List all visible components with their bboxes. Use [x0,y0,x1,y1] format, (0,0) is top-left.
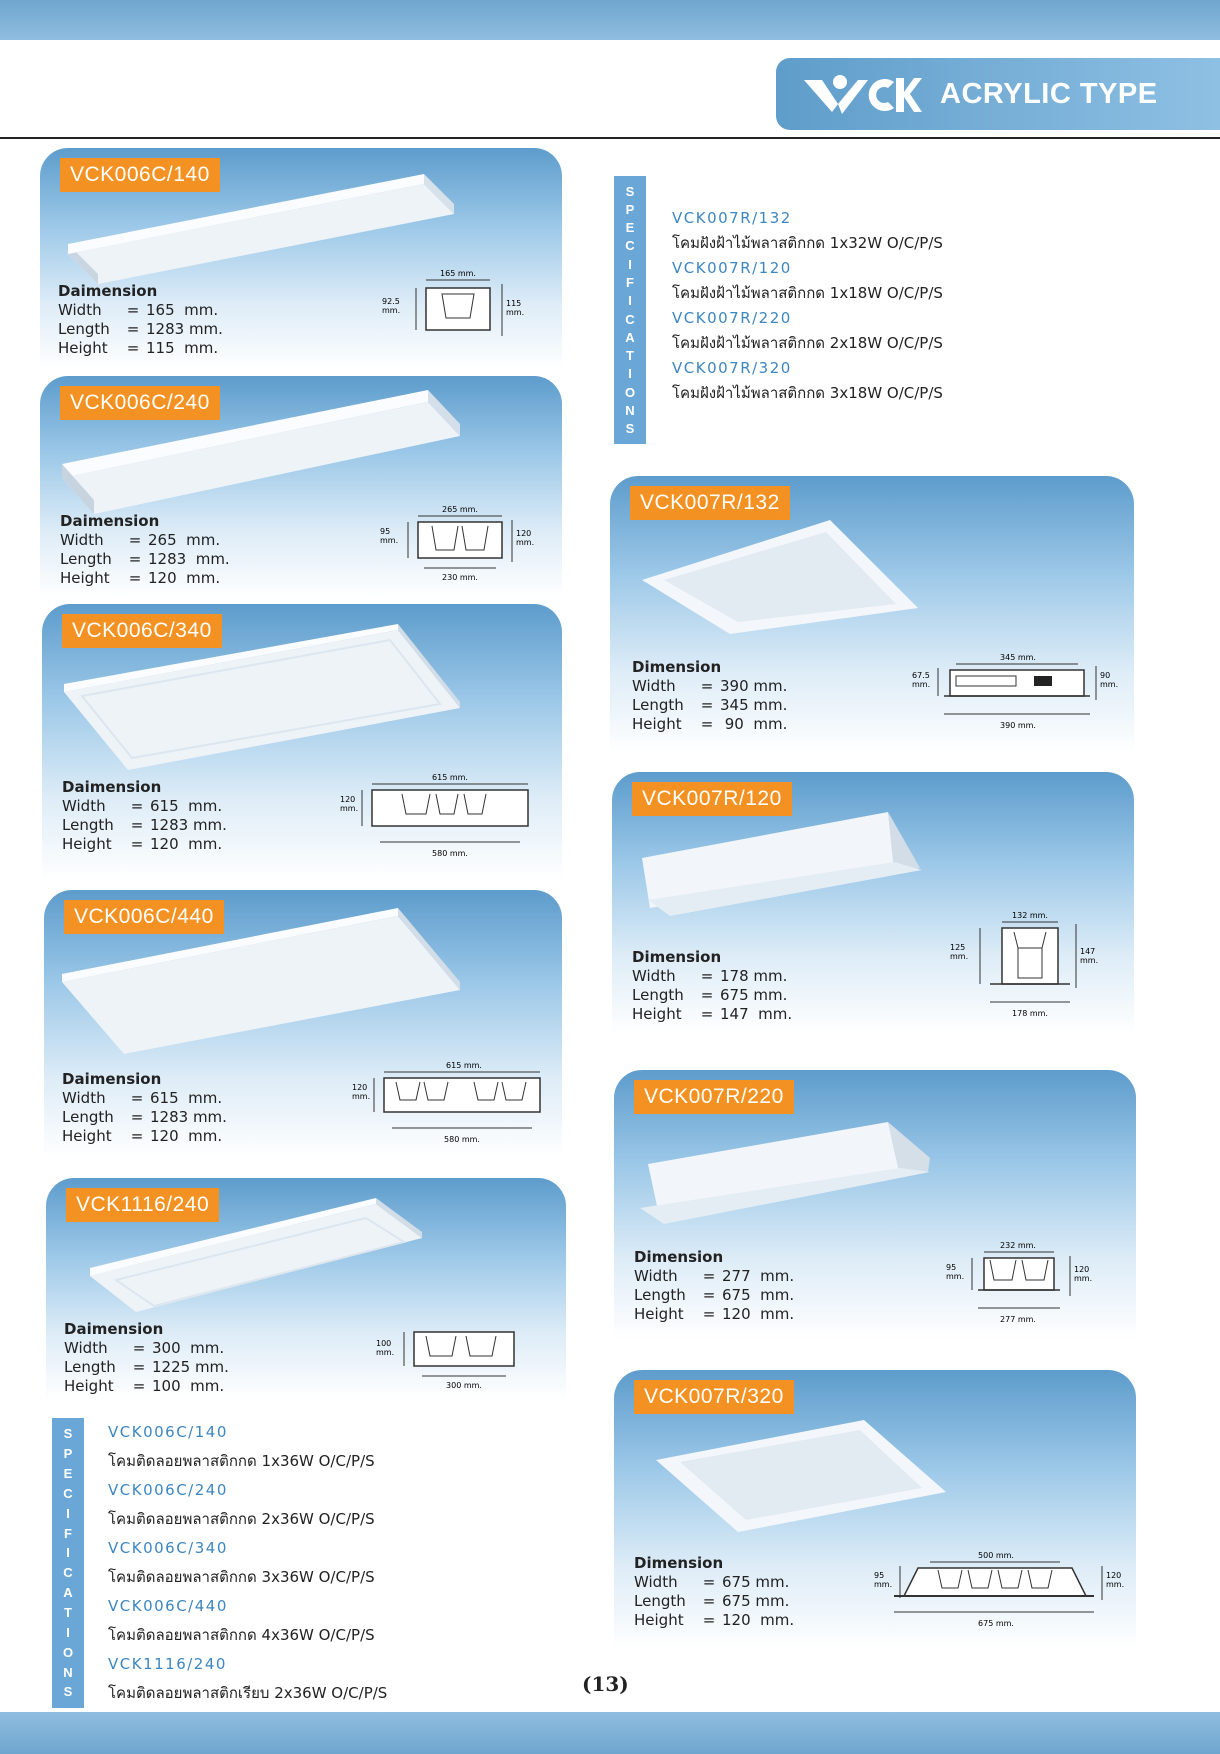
specifications-bar [52,1418,84,1708]
dim-value: 120 mm. [150,1127,223,1145]
drawing-left-label: 95 mm. [946,1263,965,1281]
dim-value: 90 mm. [720,715,788,733]
cross-section-drawing [380,266,530,356]
dim-value: 1225 mm. [152,1358,229,1376]
drawing-top-label: 165 mm. [440,269,476,278]
product-code-tag: VCK006C/340 [62,614,222,648]
product-code-tag: VCK006C/140 [60,158,220,192]
product-card-vck1116-240 [46,1178,566,1400]
cross-section-drawing [370,1326,530,1396]
drawing-top-label: 232 mm. [1000,1241,1036,1250]
dim-eq: = [130,1089,144,1107]
drawing-bottom-label: 277 mm. [1000,1315,1036,1324]
luminaire-image [654,1416,954,1536]
dim-label: Length [632,986,684,1004]
dim-eq: = [132,1358,146,1376]
dim-label: Length [62,816,114,834]
spec-description: โคมติดลอยพลาสติกกด 2x36W O/C/P/S [108,1510,375,1528]
dim-value: 1283 mm. [150,816,227,834]
dim-eq: = [126,320,140,338]
drawing-left-label: 95 mm. [380,527,399,545]
spec-code: VCK007R/220 [672,309,792,327]
dim-label: Height [62,1127,112,1145]
drawing-top-label: 265 mm. [442,505,478,514]
dim-value: 675 mm. [722,1573,790,1591]
dim-label: Width [62,1089,106,1107]
dim-label: Width [632,967,676,985]
spec-description: โคมฝังฝ้าไม้พลาสติกกด 1x32W O/C/P/S [672,234,943,252]
dimension-heading: Dimension [634,1248,724,1266]
spec-description: โคมติดลอยพลาสติกกด 1x36W O/C/P/S [108,1452,375,1470]
dimension-block [64,1320,229,1396]
dim-label: Height [60,569,110,587]
dim-eq: = [126,301,140,319]
cross-section-drawing [332,770,552,866]
drawing-right-label: 115 mm. [506,299,525,317]
drawing-bottom-label: 580 mm. [444,1135,480,1144]
top-band [0,0,1220,40]
product-code-tag: VCK007R/220 [634,1080,794,1114]
spec-letter: C [63,1565,73,1581]
product-card-vck007r-220 [614,1070,1136,1340]
dim-value: 165 mm. [146,301,219,319]
drawing-bottom-label: 178 mm. [1012,1009,1048,1018]
luminaire-image [640,812,930,922]
spec-letter: I [66,1505,70,1521]
page-number: (13) [582,1672,629,1696]
drawing-left-label: 125 mm. [950,943,969,961]
spec-description: โคมติดลอยพลาสติกเรียบ 2x36W O/C/P/S [108,1684,388,1702]
product-code-tag: VCK007R/120 [632,782,792,816]
dimension-block [62,1070,227,1146]
spec-letter: I [628,293,632,309]
spec-letter: I [628,256,632,272]
dim-eq: = [700,715,714,733]
header-rule [0,137,1220,139]
dim-value: 615 mm. [150,797,223,815]
drawing-right-label: 90 mm. [1100,671,1119,689]
dim-value: 675 mm. [722,1592,790,1610]
dim-eq: = [130,1127,144,1145]
product-card-vck007r-320 [614,1370,1136,1650]
dim-label: Height [64,1377,114,1395]
product-card-vck007r-120 [612,772,1134,1034]
dimension-heading: Dimension [632,948,722,966]
drawing-left-label: 67.5 mm. [912,671,931,689]
dimension-heading: Daimension [60,512,160,530]
drawing-right-label: 120 mm. [1074,1265,1093,1283]
drawing-bottom-label: 230 mm. [442,573,478,582]
dim-eq: = [128,569,142,587]
spec-letter: S [63,1426,73,1442]
dim-label: Width [64,1339,108,1357]
specifications-list [108,1418,387,1708]
drawing-bottom-label: 300 mm. [446,1381,482,1390]
dim-label: Width [60,531,104,549]
product-code-tag: VCK1116/240 [66,1188,219,1222]
dim-label: Length [62,1108,114,1126]
dim-eq: = [700,696,714,714]
dim-eq: = [700,967,714,985]
dim-eq: = [702,1267,716,1285]
dim-value: 120 mm. [150,835,223,853]
drawing-top-label: 132 mm. [1012,911,1048,920]
dim-label: Width [58,301,102,319]
dim-label: Width [634,1267,678,1285]
spec-letter: A [63,1585,73,1601]
spec-letter: S [625,421,635,437]
dim-value: 675 mm. [722,1286,795,1304]
drawing-top-label: 615 mm. [446,1061,482,1070]
dim-eq: = [702,1592,716,1610]
dim-eq: = [130,835,144,853]
spec-code: VCK006C/140 [108,1423,228,1441]
dim-value: 615 mm. [150,1089,223,1107]
product-code-tag: VCK006C/440 [64,900,224,934]
spec-description: โคมติดลอยพลาสติกกด 3x36W O/C/P/S [108,1568,375,1586]
dim-eq: = [132,1339,146,1357]
spec-letter: S [63,1684,73,1700]
dim-value: 120 mm. [722,1305,795,1323]
drawing-right-label: 120 mm. [516,529,535,547]
dim-eq: = [700,1005,714,1023]
dim-label: Height [58,339,108,357]
dim-label: Width [634,1573,678,1591]
dimension-block [632,948,792,1024]
cross-section-drawing [344,1058,554,1154]
spec-description: โคมฝังฝ้าไม้พลาสติกกด 1x18W O/C/P/S [672,284,943,302]
drawing-top-label: 345 mm. [1000,653,1036,662]
spec-letter: S [625,183,635,199]
cross-section-drawing [942,908,1122,1030]
dim-value: 1283 mm. [150,1108,227,1126]
spec-letter: C [625,311,635,327]
dimension-block [60,512,230,588]
spec-code: VCK007R/320 [672,359,792,377]
spec-letter: E [63,1466,73,1482]
dimension-heading: Daimension [64,1320,164,1338]
spec-letter: P [625,201,635,217]
spec-code: VCK007R/120 [672,259,792,277]
dim-value: 1283 mm. [148,550,230,568]
dim-value: 147 mm. [720,1005,793,1023]
spec-code: VCK006C/240 [108,1481,228,1499]
dim-value: 120 mm. [722,1611,795,1629]
dimension-block [634,1554,794,1630]
product-card-vck006c-340 [42,604,562,880]
dim-label: Height [632,1005,682,1023]
dim-label: Length [64,1358,116,1376]
dim-label: Length [60,550,112,568]
dim-eq: = [702,1611,716,1629]
dim-value: 300 mm. [152,1339,225,1357]
product-code-tag: VCK007R/132 [630,486,790,520]
dimension-heading: Dimension [634,1554,724,1572]
dim-label: Height [634,1611,684,1629]
dimension-block [634,1248,794,1324]
luminaire-image [60,624,490,774]
luminaire-image [58,390,488,520]
dim-value: 178 mm. [720,967,788,985]
dimension-block [58,282,223,358]
spec-letter: I [628,366,632,382]
dimension-heading: Dimension [632,658,722,676]
drawing-left-label: 92.5 mm. [382,297,401,315]
dim-value: 390 mm. [720,677,788,695]
spec-letter: P [63,1446,73,1462]
dim-eq: = [702,1286,716,1304]
dim-eq: = [702,1305,716,1323]
dimension-heading: Daimension [62,778,162,796]
spec-letter: C [625,238,635,254]
dim-eq: = [702,1573,716,1591]
dim-eq: = [128,531,142,549]
cross-section-drawing [932,1238,1122,1334]
specifications-list [672,206,943,406]
dim-value: 100 mm. [152,1377,225,1395]
luminaire-image [58,908,488,1058]
spec-code: VCK1116/240 [108,1655,227,1673]
spec-description: โคมฝังฝ้าไม้พลาสติกกด 3x18W O/C/P/S [672,384,943,402]
product-card-vck006c-140 [40,148,562,370]
dimension-heading: Daimension [58,282,158,300]
dim-label: Length [634,1592,686,1610]
luminaire-image [640,518,930,638]
dim-label: Width [632,677,676,695]
dim-eq: = [130,797,144,815]
dim-eq: = [126,339,140,357]
dim-value: 1283 mm. [146,320,223,338]
luminaire-image [86,1198,466,1318]
luminaire-image [638,1120,938,1230]
product-card-vck007r-132 [610,476,1134,754]
drawing-top-label: 615 mm. [432,773,468,782]
spec-letter: T [64,1605,72,1621]
dim-label: Height [632,715,682,733]
drawing-right-label: 147 mm. [1080,947,1099,965]
dim-eq: = [130,1108,144,1126]
drawing-bottom-label: 390 mm. [1000,721,1036,730]
vck-logo-icon [802,72,922,116]
dim-eq: = [130,816,144,834]
product-card-vck006c-240 [40,376,562,598]
dim-label: Height [62,835,112,853]
product-card-vck006c-440 [44,890,562,1158]
specifications-bar [614,176,646,444]
drawing-left-label: 120 mm. [340,795,359,813]
dimension-block [62,778,227,854]
spec-letter: C [63,1485,73,1501]
spec-letter: T [626,348,634,364]
dim-eq: = [700,677,714,695]
dim-label: Length [58,320,110,338]
dimension-block [632,658,787,734]
dimension-heading: Daimension [62,1070,162,1088]
cross-section-drawing [906,650,1126,740]
dim-value: 265 mm. [148,531,221,549]
spec-description: โคมติดลอยพลาสติกกด 4x36W O/C/P/S [108,1626,375,1644]
spec-letter: N [63,1664,73,1680]
spec-code: VCK007R/132 [672,209,792,227]
dim-eq: = [128,550,142,568]
spec-letter: N [625,403,635,419]
product-code-tag: VCK006C/240 [60,386,220,420]
drawing-left-label: 95 mm. [874,1571,893,1589]
dim-eq: = [700,986,714,1004]
dim-label: Width [62,797,106,815]
dim-value: 120 mm. [148,569,221,587]
spec-letter: O [62,1644,74,1660]
dim-label: Length [632,696,684,714]
spec-letter: I [66,1545,70,1561]
product-code-tag: VCK007R/320 [634,1380,794,1414]
spec-letter: E [625,220,635,236]
spec-letter: F [626,275,634,291]
drawing-bottom-label: 580 mm. [432,849,468,858]
spec-letter: I [66,1624,70,1640]
dim-label: Length [634,1286,686,1304]
spec-letter: O [624,384,636,400]
spec-letter: F [64,1525,72,1541]
dim-value: 345 mm. [720,696,788,714]
page-title: ACRYLIC TYPE [940,77,1158,110]
dim-label: Height [634,1305,684,1323]
spec-code: VCK006C/440 [108,1597,228,1615]
brand-header [776,58,1220,130]
dim-value: 675 mm. [720,986,788,1004]
drawing-top-label: 500 mm. [978,1551,1014,1560]
drawing-left-label: 100 mm. [376,1339,395,1357]
dim-value: 115 mm. [146,339,219,357]
cross-section-drawing [854,1548,1128,1644]
spec-description: โคมฝังฝ้าไม้พลาสติกกด 2x18W O/C/P/S [672,334,943,352]
spec-code: VCK006C/340 [108,1539,228,1557]
bottom-band [0,1712,1220,1754]
drawing-left-label: 120 mm. [352,1083,371,1101]
drawing-bottom-label: 675 mm. [978,1619,1014,1628]
dim-value: 277 mm. [722,1267,795,1285]
dim-eq: = [132,1377,146,1395]
drawing-right-label: 120 mm. [1106,1571,1125,1589]
cross-section-drawing [380,502,550,592]
spec-letter: A [625,329,635,345]
